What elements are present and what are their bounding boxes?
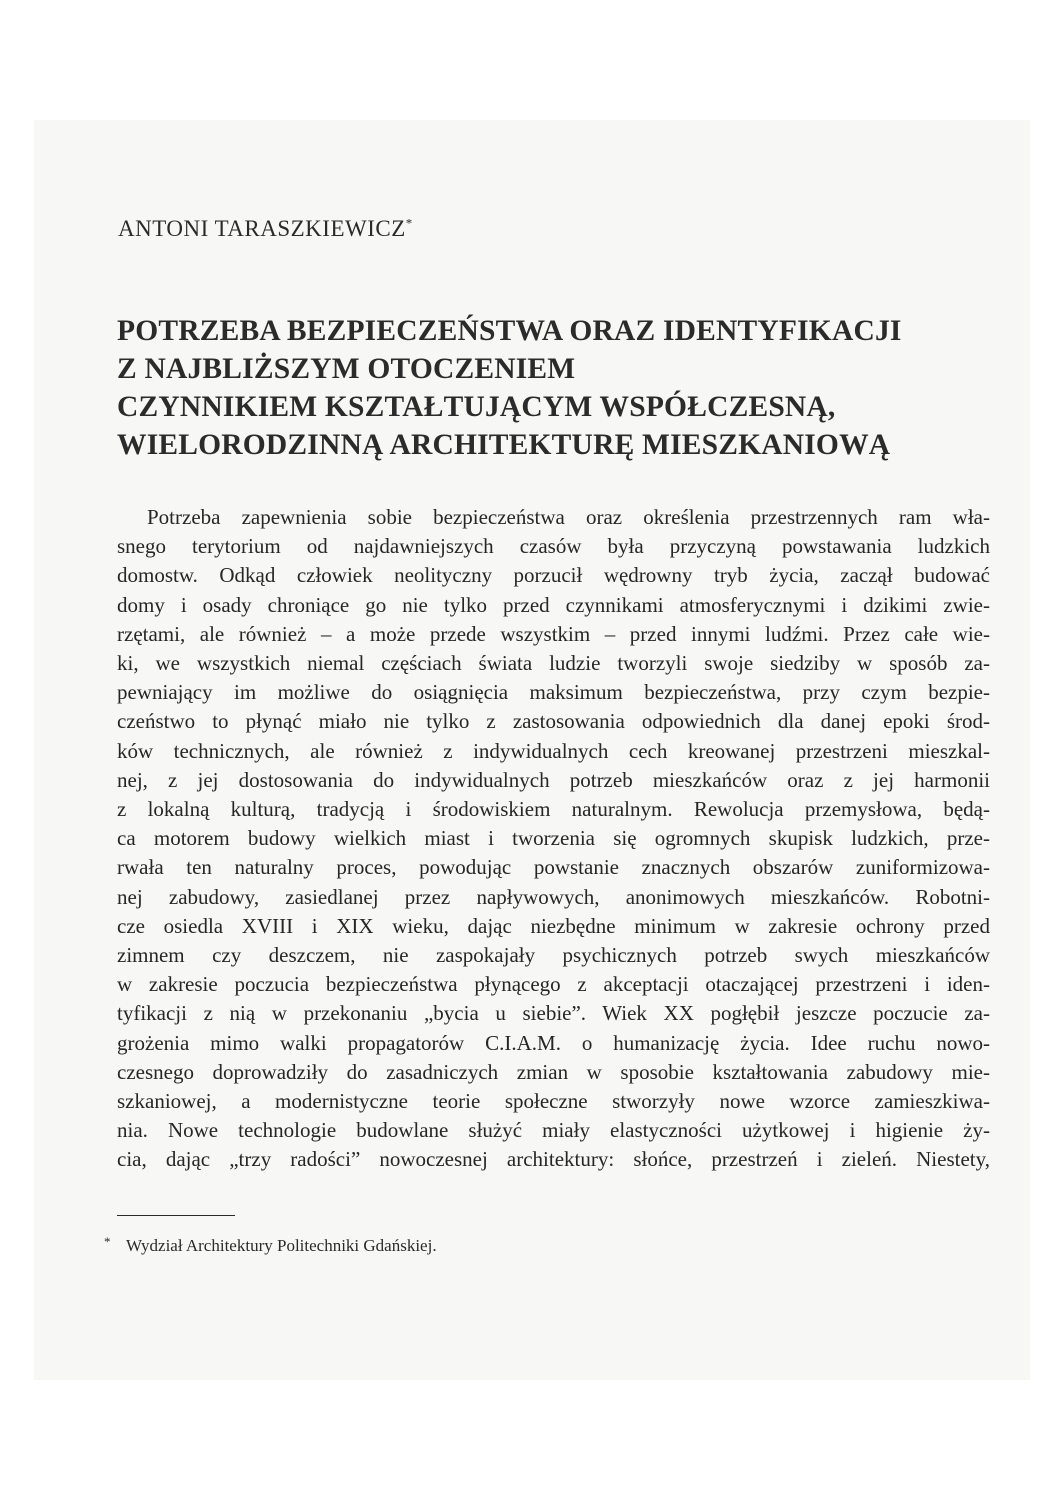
title-line: POTRZEBA BEZPIECZEŃSTWA ORAZ IDENTYFIKACJI [117, 315, 902, 347]
footnote-text: Wydział Architektury Politechniki Gdańskiej. [126, 1236, 437, 1255]
body-line: z lokalną kulturą, tradycją i środowiskiem naturalnym. Rewolucja przemysłowa, będą- [117, 797, 990, 822]
body-line: ków technicznych, ale również z indywidualnych cech kreowanej przestrzeni mieszkal- [117, 738, 990, 763]
body-line: w zakresie poczucia bezpieczeństwa płynącego z akceptacji otaczającej przestrzeni i iden- [117, 972, 990, 997]
body-line: rzętami, ale również – a może przede wszystkim – przed innymi ludźmi. Przez całe wie- [117, 621, 990, 646]
body-line: szkaniowej, a modernistyczne teorie społeczne stworzyły nowe wzorce zamieszkiwa- [117, 1089, 990, 1114]
title-line: WIELORODZINNĄ ARCHITEKTURĘ MIESZKANIOWĄ [117, 429, 891, 461]
body-line: nia. Nowe technologie budowlane służyć miały elastyczności użytkowej i higienie ży- [117, 1118, 990, 1143]
body-paragraph [117, 503, 990, 1175]
body-line: grożenia mimo walki propagatorów C.I.A.M. o humanizację życia. Idee ruchu nowo- [117, 1030, 990, 1055]
body-line: ca motorem budowy wielkich miast i tworzenia się ogromnych skupisk ludzkich, prze- [117, 826, 990, 851]
body-line: czesnego doprowadziły do zasadniczych zmian w sposobie kształtowania zabudowy mie- [117, 1059, 990, 1084]
body-line: nej, z jej dostosowania do indywidualnych potrzeb mieszkańców oraz z jej harmonii [117, 767, 990, 792]
body-line: rwała ten naturalny proces, powodując powstanie znacznych obszarów zuniformizowa- [117, 855, 990, 880]
body-line: nej zabudowy, zasiedlanej przez napływowych, anonimowych mieszkańców. Robotni- [117, 884, 990, 909]
body-line: domy i osady chroniące go nie tylko przed czynnikami atmosferycznymi i dzikimi zwie- [117, 592, 990, 617]
author-footnote-mark: * [405, 215, 413, 231]
body-line: czeństwo to płynąć miało nie tylko z zastosowania odpowiednich dla danej epoki środ- [117, 709, 990, 734]
body-line: cze osiedla XVIII i XIX wieku, dając niezbędne minimum w zakresie ochrony przed [117, 913, 990, 938]
body-line: domostw. Odkąd człowiek neolityczny porzucił wędrowny tryb życia, zaczął budować [117, 563, 990, 588]
footnote-separator [117, 1215, 235, 1216]
author-name [118, 216, 413, 242]
author-name-text: ANTONI TARASZKIEWICZ [118, 216, 406, 241]
footnote-mark: * [104, 1234, 111, 1249]
footnote [104, 1234, 437, 1256]
body-line: ki, we wszystkich niemal częściach świata ludzie tworzyli swoje siedziby w sposób za- [117, 651, 990, 676]
article-title [117, 312, 997, 464]
body-line: cia, dając „trzy radości” nowoczesnej architektury: słońce, przestrzeń i zieleń. Niestety, [117, 1147, 990, 1172]
body-line: Potrzeba zapewnienia sobie bezpieczeństwa oraz określenia przestrzennych ram wła- [147, 505, 990, 529]
body-line: snego terytorium od najdawniejszych czasów była przyczyną powstawania ludzkich [117, 534, 990, 559]
title-line: Z NAJBLIŻSZYM OTOCZENIEM [117, 353, 576, 385]
title-line: CZYNNIKIEM KSZTAŁTUJĄCYM WSPÓŁCZESNĄ, [117, 391, 836, 423]
body-line: tyfikacji z nią w przekonaniu „bycia u siebie”. Wiek XX pogłębił jeszcze poczucie za- [117, 1001, 990, 1026]
body-line: pewniający im możliwe do osiągnięcia maksimum bezpieczeństwa, przy czym bezpie- [117, 680, 990, 705]
body-line: zimnem czy deszczem, nie zaspokajały psychicznych potrzeb swych mieszkańców [117, 943, 990, 968]
